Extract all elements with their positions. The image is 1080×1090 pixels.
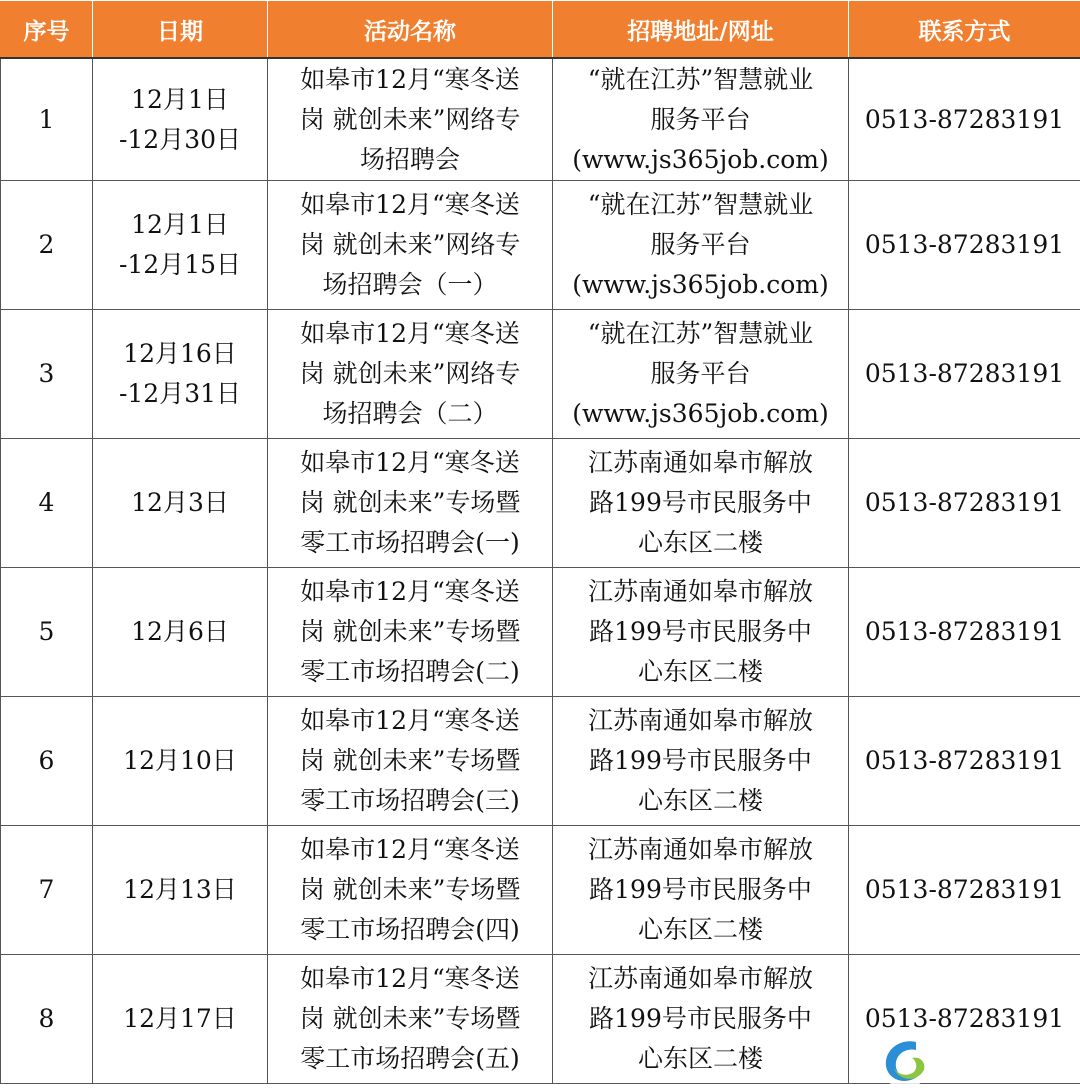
cell-event-name: 如皋市12月“寒冬送 岗 就创未来”专场暨 零工市场招聘会(四)	[268, 826, 553, 955]
cell-date: 12月17日	[93, 955, 268, 1084]
cell-serial-number: 3	[1, 310, 93, 439]
cell-contact: 0513-87283191	[849, 826, 1080, 955]
cell-contact: 0513-87283191	[849, 439, 1080, 568]
cell-event-name: 如皋市12月“寒冬送 岗 就创未来”网络专 场招聘会（一）	[268, 181, 553, 310]
cell-serial-number: 5	[1, 568, 93, 697]
swirl-logo-icon	[876, 1032, 934, 1090]
cell-date: 12月10日	[93, 697, 268, 826]
cell-contact: 0513-87283191	[849, 310, 1080, 439]
cell-contact: 0513-87283191	[849, 697, 1080, 826]
cell-date: 12月1日 -12月30日	[93, 58, 268, 181]
cell-event-name: 如皋市12月“寒冬送 岗 就创未来”专场暨 零工市场招聘会(五)	[268, 955, 553, 1084]
cell-contact: 0513-87283191	[849, 568, 1080, 697]
cell-event-name: 如皋市12月“寒冬送 岗 就创未来”专场暨 零工市场招聘会(三)	[268, 697, 553, 826]
cell-date: 12月16日 -12月31日	[93, 310, 268, 439]
cell-event-name: 如皋市12月“寒冬送 岗 就创未来”网络专 场招聘会	[268, 58, 553, 181]
table-row	[1, 310, 1080, 439]
header-address: 招聘地址/网址	[553, 1, 849, 59]
cell-date: 12月1日 -12月15日	[93, 181, 268, 310]
cell-contact: 0513-87283191	[849, 58, 1080, 181]
cell-serial-number: 8	[1, 955, 93, 1084]
cell-address: “就在江苏”智慧就业 服务平台 (www.js365job.com)	[553, 310, 849, 439]
cell-serial-number: 1	[1, 58, 93, 181]
table-row	[1, 568, 1080, 697]
cell-serial-number: 6	[1, 697, 93, 826]
table-header	[1, 1, 1080, 59]
header-row	[1, 1, 1080, 59]
cell-event-name: 如皋市12月“寒冬送 岗 就创未来”专场暨 零工市场招聘会(二)	[268, 568, 553, 697]
header-contact: 联系方式	[849, 1, 1080, 59]
cell-event-name: 如皋市12月“寒冬送 岗 就创未来”网络专 场招聘会（二）	[268, 310, 553, 439]
cell-contact: 0513-87283191	[849, 181, 1080, 310]
cell-address: 江苏南通如皋市解放 路199号市民服务中 心东区二楼	[553, 697, 849, 826]
header-event-name: 活动名称	[268, 1, 553, 59]
header-serial-number: 序号	[1, 1, 93, 59]
table-row	[1, 697, 1080, 826]
table-row	[1, 439, 1080, 568]
cell-date: 12月6日	[93, 568, 268, 697]
cell-address: “就在江苏”智慧就业 服务平台 (www.js365job.com)	[553, 58, 849, 181]
header-date: 日期	[93, 1, 268, 59]
cell-address: 江苏南通如皋市解放 路199号市民服务中 心东区二楼	[553, 826, 849, 955]
table-row	[1, 181, 1080, 310]
cell-date: 12月3日	[93, 439, 268, 568]
cell-address: 江苏南通如皋市解放 路199号市民服务中 心东区二楼	[553, 439, 849, 568]
table-body	[1, 58, 1080, 1084]
cell-date: 12月13日	[93, 826, 268, 955]
cell-address: “就在江苏”智慧就业 服务平台 (www.js365job.com)	[553, 181, 849, 310]
cell-serial-number: 7	[1, 826, 93, 955]
cell-serial-number: 2	[1, 181, 93, 310]
cell-address: 江苏南通如皋市解放 路199号市民服务中 心东区二楼	[553, 568, 849, 697]
cell-address: 江苏南通如皋市解放 路199号市民服务中 心东区二楼	[553, 955, 849, 1084]
cell-serial-number: 4	[1, 439, 93, 568]
cell-event-name: 如皋市12月“寒冬送 岗 就创未来”专场暨 零工市场招聘会(一)	[268, 439, 553, 568]
table-row	[1, 58, 1080, 181]
cell-contact: 0513-87283191	[849, 955, 1080, 1084]
table-row	[1, 826, 1080, 955]
